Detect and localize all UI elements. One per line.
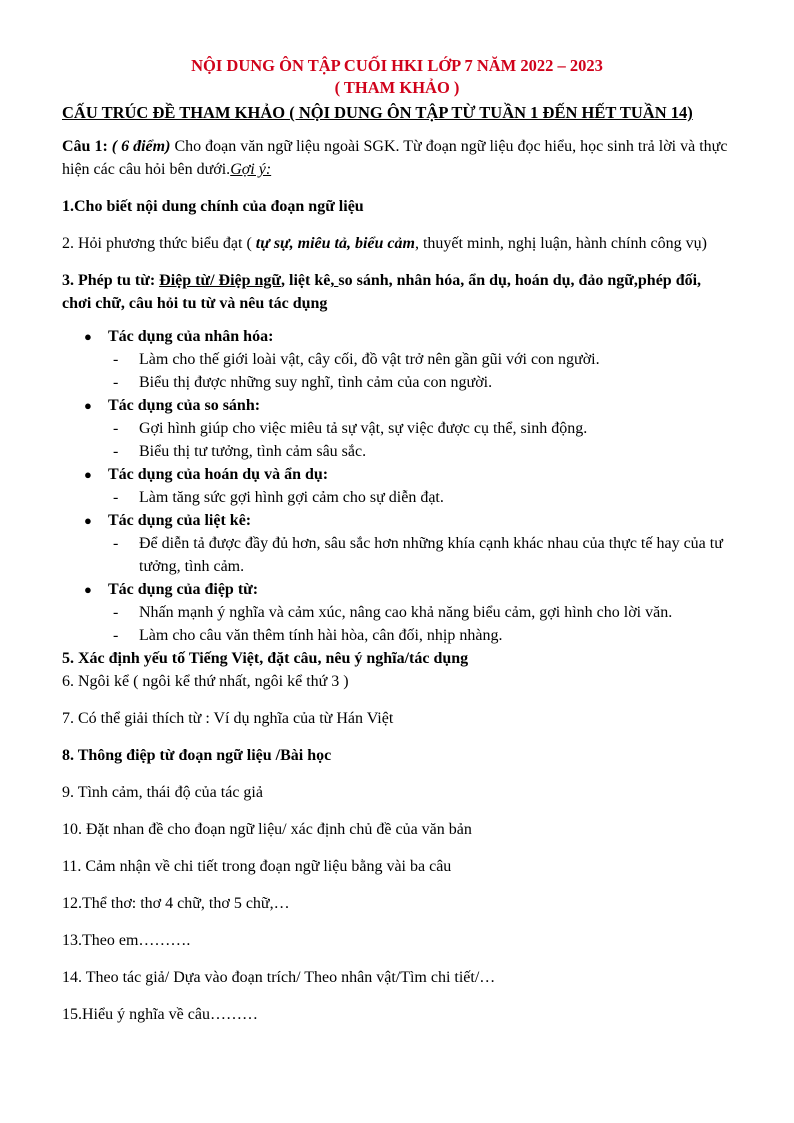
item-3-separator: , xyxy=(330,272,339,289)
effect-point xyxy=(108,440,732,463)
effect-point-text: Làm tăng sức gợi hình gợi cảm cho sự diễn đạt. xyxy=(139,489,444,506)
hint-label: Gợi ý: xyxy=(230,161,272,178)
item-8: 8. Thông điệp từ đoạn ngữ liệu /Bài học xyxy=(62,747,332,764)
effect-point-text: Nhấn mạnh ý nghĩa và cảm xúc, nâng cao khả năng biểu cảm, gợi hình cho lời văn. xyxy=(139,604,673,621)
effect-point xyxy=(108,371,732,394)
dash-icon: - xyxy=(113,351,119,368)
question-1 xyxy=(62,135,732,181)
dash-icon: - xyxy=(113,420,119,437)
effect-item xyxy=(62,394,732,463)
effect-point-text: Làm cho thế giới loài vật, cây cối, đồ vật trở nên gần gũi với con người. xyxy=(139,351,600,368)
item-2-emphasis: tự sự, miêu tả, biểu cảm xyxy=(255,235,415,252)
effect-point xyxy=(108,486,732,509)
item-2 xyxy=(62,232,732,255)
effect-point-text: Biểu thị tư tưởng, tình cảm sâu sắc. xyxy=(139,443,367,460)
item-7: 7. Có thể giải thích từ : Ví dụ nghĩa của từ Hán Việt xyxy=(62,710,394,727)
item-2-prefix: 2. Hỏi phương thức biểu đạt ( xyxy=(62,235,256,252)
document-title-note: ( THAM KHẢO ) xyxy=(334,78,460,97)
dash-icon: - xyxy=(113,443,119,460)
effect-point xyxy=(108,601,732,624)
effect-points xyxy=(108,601,732,647)
effect-point-text: Để diễn tả được đầy đủ hơn, sâu sắc hơn những khía cạnh khác nhau của thực tế hay của tư tưởng, tình cảm. xyxy=(139,535,723,575)
item-3-prefix: 3. Phép tu từ: xyxy=(62,272,160,289)
question-1-points: ( 6 điểm) xyxy=(111,138,171,155)
effect-item xyxy=(62,463,732,509)
question-1-label: Câu 1: xyxy=(62,138,108,155)
structure-heading: CẤU TRÚC ĐỀ THAM KHẢO ( NỘI DUNG ÔN TẬP TỪ TUẦN 1 ĐẾN HẾT TUẦN 14) xyxy=(62,103,693,122)
effect-item xyxy=(62,325,732,394)
item-13: 13.Theo em………. xyxy=(62,932,191,949)
item-9: 9. Tình cảm, thái độ của tác giả xyxy=(62,784,263,801)
item-11: 11. Cảm nhận về chi tiết trong đoạn ngữ liệu bằng vài ba câu xyxy=(62,858,452,875)
effect-point xyxy=(108,417,732,440)
effect-item xyxy=(62,578,732,647)
dash-icon: - xyxy=(113,489,119,506)
dash-icon: - xyxy=(113,627,119,644)
effect-heading: Tác dụng của nhân hóa: xyxy=(108,328,274,345)
effects-list xyxy=(62,325,732,647)
item-14: 14. Theo tác giả/ Dựa vào đoạn trích/ Theo nhân vật/Tìm chi tiết/… xyxy=(62,969,496,986)
effect-points xyxy=(108,486,732,509)
bullet-icon: ● xyxy=(84,329,92,344)
item-2-suffix: , thuyết minh, nghị luận, hành chính công vụ) xyxy=(414,235,707,252)
bullet-icon: ● xyxy=(84,582,92,597)
item-15: 15.Hiểu ý nghĩa về câu……… xyxy=(62,1006,258,1023)
item-10: 10. Đặt nhan đề cho đoạn ngữ liệu/ xác định chủ đề của văn bản xyxy=(62,821,472,838)
effect-points xyxy=(108,348,732,394)
item-12: 12.Thể thơ: thơ 4 chữ, thơ 5 chữ,… xyxy=(62,895,290,912)
bullet-icon: ● xyxy=(84,467,92,482)
effect-heading: Tác dụng của hoán dụ và ẩn dụ: xyxy=(108,466,329,483)
effect-point-text: Biểu thị được những suy nghĩ, tình cảm của con người. xyxy=(139,374,493,391)
effect-points xyxy=(108,417,732,463)
document-title: NỘI DUNG ÔN TẬP CUỐI HKI LỚP 7 NĂM 2022 – 2023 xyxy=(191,56,603,75)
item-3-underlined: Điệp từ/ Điệp ngữ xyxy=(159,272,282,289)
question-1-text: Cho đoạn văn ngữ liệu ngoài SGK. Từ đoạn ngữ liệu đọc hiểu, học sinh trả lời và thực hiện các câu hỏi bên dưới. xyxy=(62,138,728,178)
item-5: 5. Xác định yếu tố Tiếng Việt, đặt câu, nêu ý nghĩa/tác dụng xyxy=(62,650,469,667)
effect-heading: Tác dụng của liệt kê: xyxy=(108,512,252,529)
dash-icon: - xyxy=(113,535,119,552)
item-3 xyxy=(62,269,732,315)
effect-points xyxy=(108,532,732,578)
dash-icon: - xyxy=(113,604,119,621)
item-1: 1.Cho biết nội dung chính của đoạn ngữ liệu xyxy=(62,198,364,215)
item-3-mid: , liệt kê xyxy=(281,272,331,289)
dash-icon: - xyxy=(113,374,119,391)
effect-heading: Tác dụng của điệp từ: xyxy=(108,581,259,598)
effect-item xyxy=(62,509,732,578)
effect-point-text: Gợi hình giúp cho việc miêu tả sự vật, sự việc được cụ thể, sinh động. xyxy=(139,420,588,437)
effect-heading: Tác dụng của so sánh: xyxy=(108,397,261,414)
item-6: 6. Ngôi kể ( ngôi kể thứ nhất, ngôi kể thứ 3 ) xyxy=(62,673,349,690)
bullet-icon: ● xyxy=(84,398,92,413)
effect-point-text: Làm cho câu văn thêm tính hài hòa, cân đối, nhịp nhàng. xyxy=(139,627,503,644)
effect-point xyxy=(108,348,732,371)
effect-point xyxy=(108,532,732,578)
item-3-suffix: so sánh, nhân hóa, ẩn dụ, hoán dụ, đảo ngữ,phép đối, chơi chữ, câu hỏi tu từ và nêu tác dụng xyxy=(62,272,702,312)
bullet-icon: ● xyxy=(84,513,92,528)
effect-point xyxy=(108,624,732,647)
